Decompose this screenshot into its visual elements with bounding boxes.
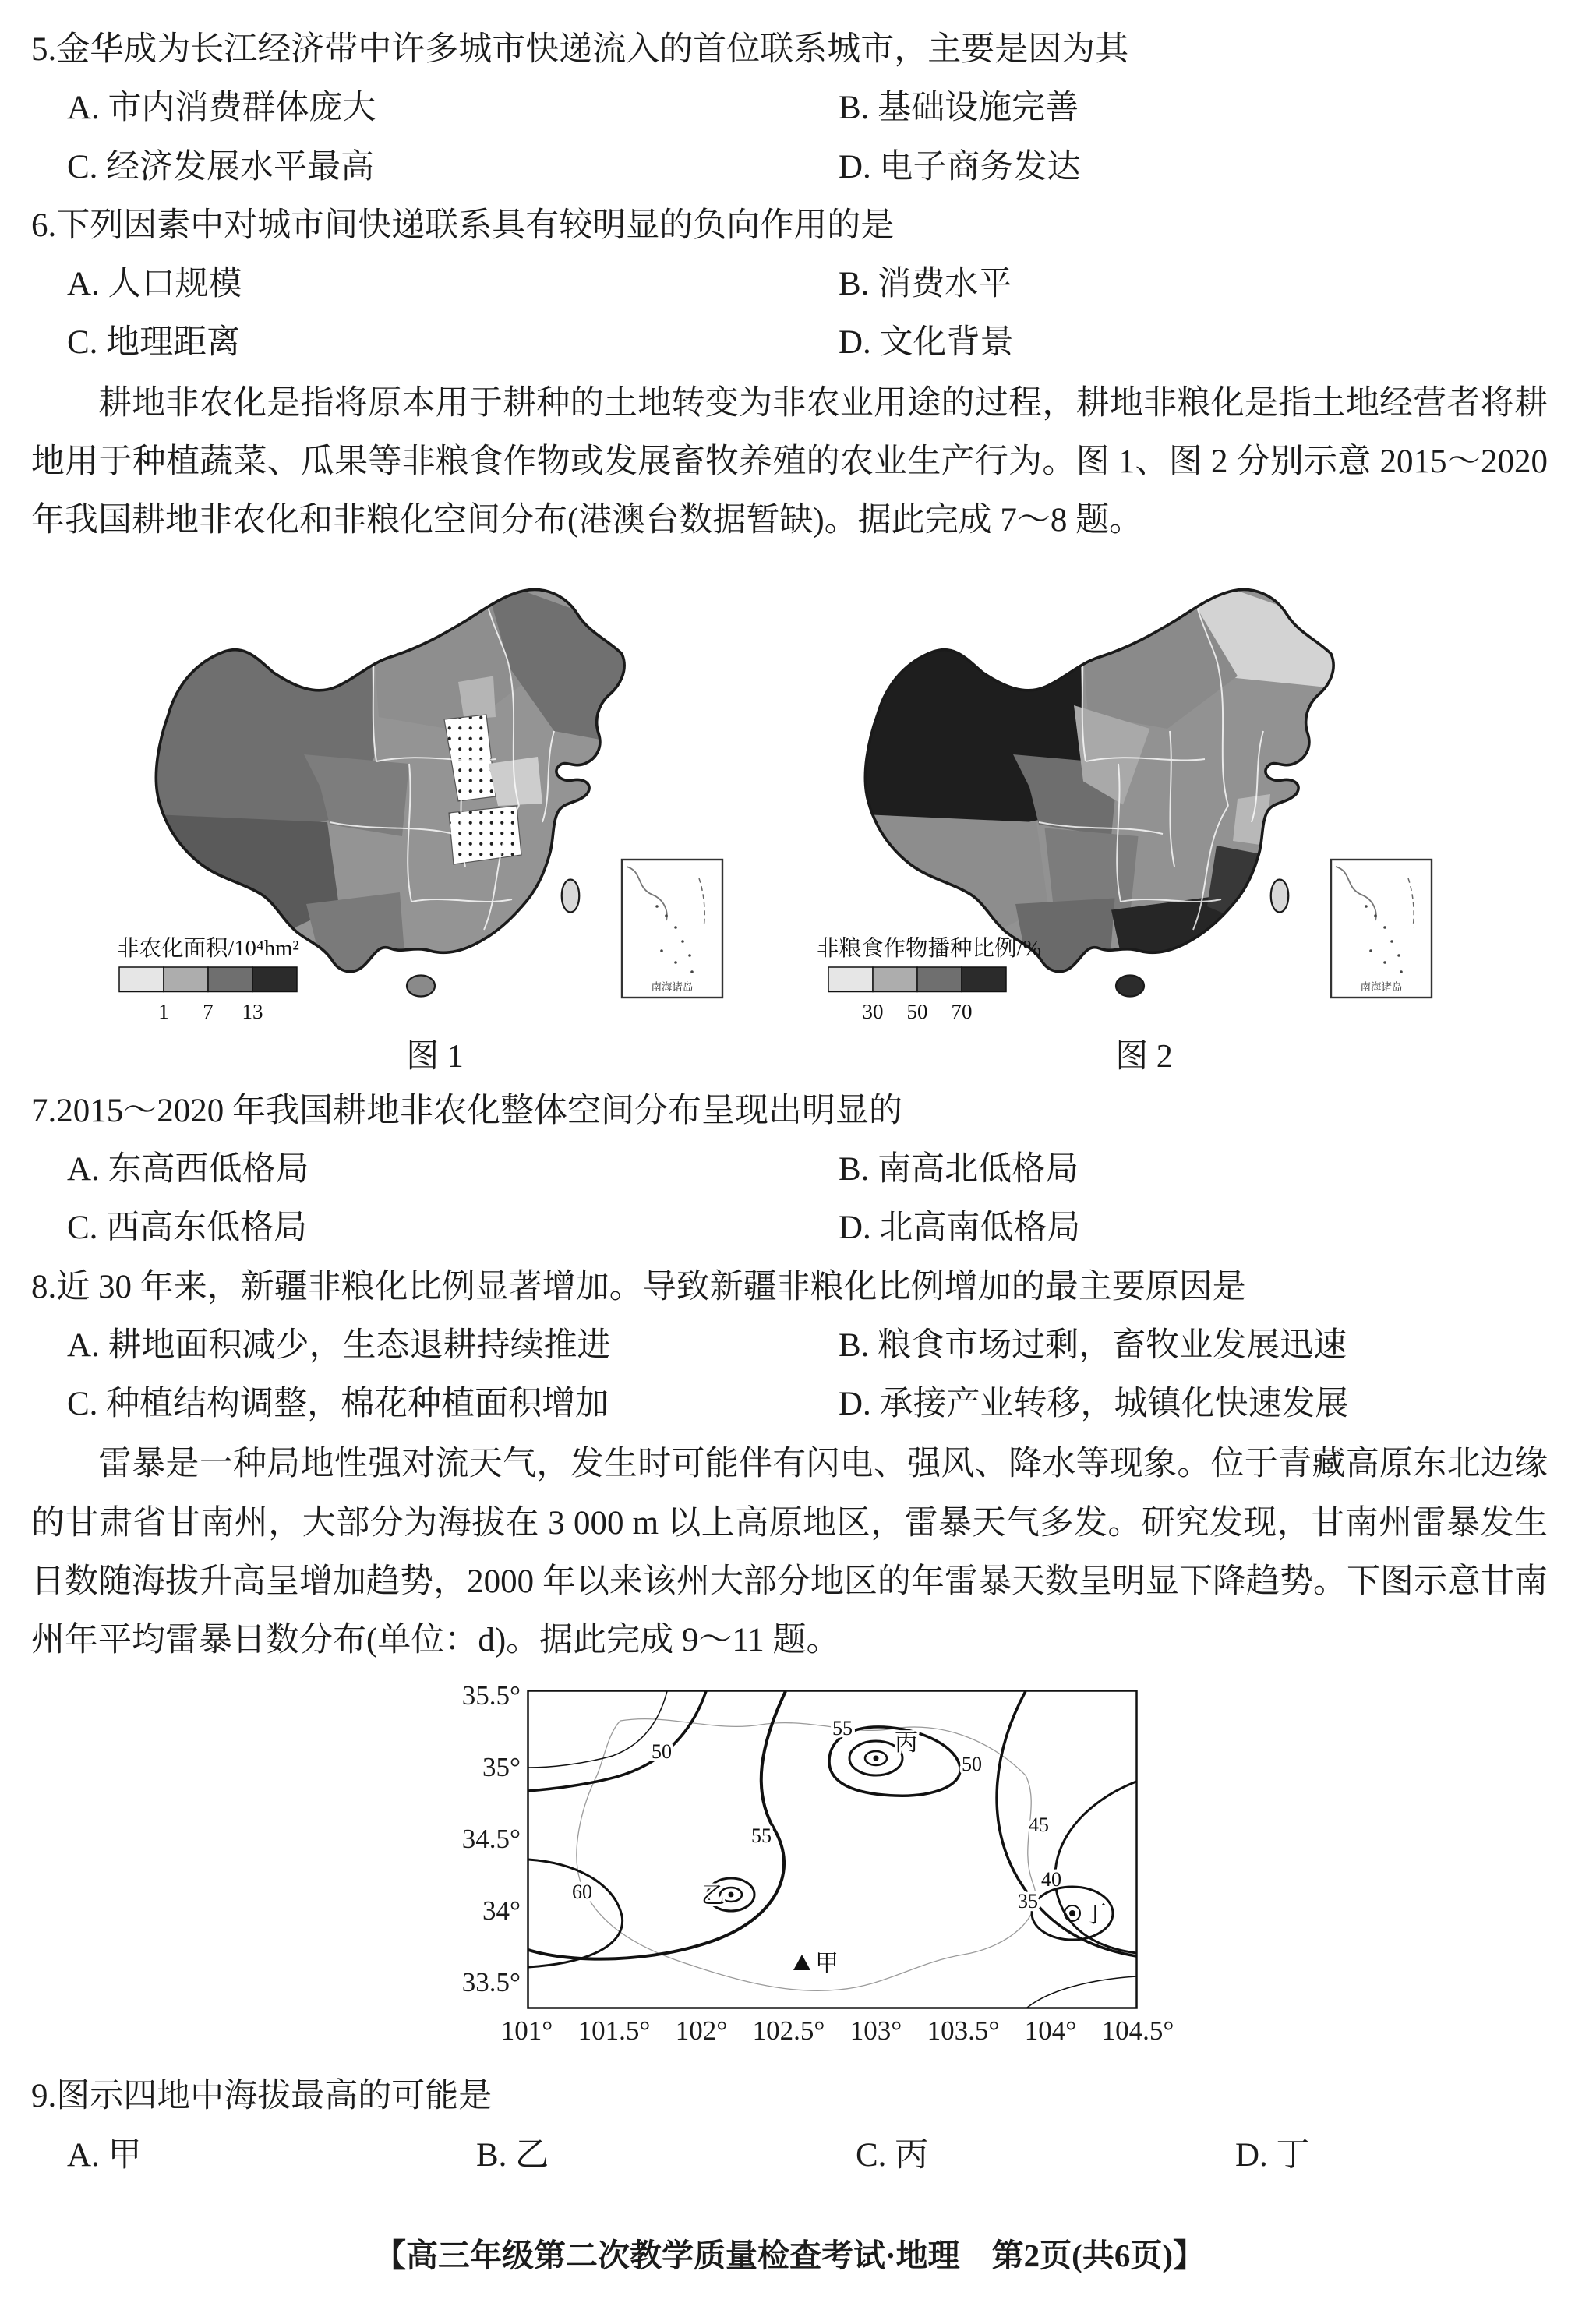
- question-9-stem: [31, 2067, 1548, 2125]
- question-number: 7.: [31, 1092, 57, 1129]
- y-axis-label: 35.5°: [461, 1680, 521, 1711]
- x-axis-label: 103.5°: [927, 2015, 1000, 2047]
- china-map-figure-1: [108, 565, 762, 1079]
- question-text: 2015～2020 年我国耕地非农化整体空间分布呈现出明显的: [56, 1092, 902, 1129]
- legend-tick: 13: [242, 1000, 263, 1024]
- legend-tick: 7: [203, 1000, 214, 1024]
- question-6: [31, 196, 1548, 373]
- y-axis-label: 34.5°: [461, 1824, 521, 1855]
- contour-label-35: 35: [1018, 1890, 1038, 1913]
- x-axis-label: 101°: [500, 2015, 553, 2047]
- x-axis-label: 102.5°: [752, 2015, 825, 2047]
- figure-2-caption: 图 2: [1115, 1039, 1173, 1075]
- question-8-stem: [31, 1258, 1548, 1316]
- china-map-1-nonagriculturalization: [108, 565, 762, 1033]
- option-a: A. 甲: [67, 2136, 142, 2174]
- south-china-sea-inset: [1331, 860, 1432, 998]
- option-c: C. 西高东低格局: [67, 1210, 308, 1247]
- question-7-options: [31, 1140, 1548, 1258]
- legend-tick: 50: [906, 1000, 928, 1024]
- question-9: [31, 2067, 1548, 2184]
- y-axis-label: 34°: [482, 1895, 521, 1927]
- option-d: D. 电子商务发达: [839, 148, 1081, 185]
- hainan-island: [1116, 976, 1144, 997]
- passage-nongfeihua: 耕地非农化是指将原本用于耕种的土地转变为非农业用途的过程，耕地非粮化是指土地经营者将耕地用于种植蔬菜、瓜果等非粮食作物或发展畜牧养殖的农业生产行为。图 1、图 2 分别示意 2015～2020 年我国耕地非农化和非粮化空间分布(港澳台数据暂缺)。据此完成 7～8 题。: [31, 384, 1548, 539]
- contour-label-50b: 50: [962, 1753, 982, 1776]
- question-number: 6.: [31, 207, 57, 244]
- legend-tick: 70: [951, 1000, 973, 1024]
- question-text: 下列因素中对城市间快递联系具有较明显的负向作用的是: [56, 207, 895, 244]
- y-axis-label: 33.5°: [461, 1967, 521, 1998]
- hainan-island: [407, 976, 435, 997]
- contour-label-45: 45: [1029, 1814, 1049, 1837]
- question-number: 9.: [31, 2078, 57, 2115]
- map2-legend: [817, 936, 1041, 1023]
- contour-label-60: 60: [572, 1881, 592, 1904]
- figure-1-caption: 图 1: [406, 1039, 464, 1075]
- contour-label-40: 40: [1041, 1868, 1061, 1891]
- question-5: [31, 20, 1548, 196]
- page-footer: 【高三年级第二次教学质量检查考试·地理 第2页(共6页)】: [374, 2237, 1205, 2273]
- option-b: B. 基础设施完善: [839, 90, 1079, 127]
- inset-label: 南海诸岛: [651, 981, 694, 994]
- option-a: A. 市内消费群体庞大: [67, 90, 376, 127]
- x-axis-label: 101.5°: [577, 2015, 651, 2047]
- legend-tick: 30: [862, 1000, 884, 1024]
- question-text: 图示四地中海拔最高的可能是: [56, 2078, 493, 2115]
- x-axis-label: 103°: [849, 2015, 902, 2047]
- thunderstorm-contour-figure: [441, 1680, 1174, 2062]
- point-bing-label: 丙: [895, 1730, 918, 1757]
- question-text: 近 30 年来，新疆非粮化比例显著增加。导致新疆非粮化比例增加的最主要原因是: [56, 1268, 1246, 1305]
- china-map-2-nongrainization: [817, 565, 1471, 1033]
- map1-legend: [117, 936, 299, 1023]
- option-a: A. 人口规模: [67, 266, 242, 302]
- question-5-stem: [31, 20, 1548, 79]
- question-text: 金华成为长江经济带中许多城市快递流入的首位联系城市，主要是因为其: [56, 31, 1129, 68]
- taiwan-island: [562, 880, 580, 913]
- question-7: [31, 1082, 1548, 1258]
- option-d: D. 丁: [1235, 2136, 1310, 2174]
- option-c: C. 种植结构调整，棉花种植面积增加: [67, 1386, 609, 1423]
- taiwan-island: [1271, 880, 1289, 913]
- question-number: 8.: [31, 1268, 57, 1305]
- inset-label: 南海诸岛: [1360, 981, 1403, 994]
- option-c: C. 地理距离: [67, 324, 241, 362]
- legend-tick: 1: [158, 1000, 169, 1024]
- question-9-options: [31, 2126, 1548, 2184]
- option-b: B. 南高北低格局: [839, 1151, 1079, 1188]
- map2-province-shading: [828, 574, 1357, 977]
- south-china-sea-inset: [622, 860, 722, 998]
- question-5-options: [31, 79, 1548, 196]
- x-axis-label: 104.5°: [1101, 2015, 1174, 2047]
- option-a: A. 东高西低格局: [67, 1151, 309, 1188]
- question-number: 5.: [31, 31, 57, 68]
- option-d: D. 北高南低格局: [839, 1210, 1081, 1247]
- y-axis-label: 35°: [482, 1752, 521, 1783]
- question-6-options: [31, 255, 1548, 373]
- option-a: A. 耕地面积减少，生态退耕持续推进: [67, 1326, 611, 1364]
- china-maps-row: [31, 565, 1548, 1079]
- legend-title: 非粮食作物播种比例/%: [817, 937, 1042, 962]
- point-ding-label: 丁: [1083, 1902, 1107, 1928]
- option-c: C. 丙: [856, 2136, 929, 2174]
- option-b: B. 乙: [476, 2136, 549, 2174]
- option-d: D. 文化背景: [839, 324, 1014, 362]
- point-bing-marker: [874, 1756, 879, 1761]
- map1-province-shading: [119, 577, 645, 974]
- point-yi-label: 乙: [701, 1883, 725, 1909]
- point-ding-marker: [1069, 1910, 1075, 1916]
- contour-label-50: 50: [652, 1740, 672, 1764]
- contour-map: [527, 1690, 1138, 2009]
- option-b: B. 粮食市场过剩，畜牧业发展迅速: [839, 1326, 1347, 1364]
- x-axis-label: 102°: [675, 2015, 728, 2047]
- question-8: [31, 1258, 1548, 1434]
- point-jia-label: 甲: [815, 1951, 839, 1977]
- point-yi-marker: [729, 1892, 734, 1898]
- question-8-options: [31, 1316, 1548, 1434]
- contour-label-55: 55: [751, 1824, 772, 1848]
- x-axis-label: 104°: [1024, 2015, 1077, 2047]
- legend-title: 非农化面积/10⁴hm²: [117, 937, 299, 962]
- question-6-stem: [31, 196, 1548, 255]
- question-7-stem: [31, 1082, 1548, 1140]
- option-d: D. 承接产业转移，城镇化快速发展: [839, 1386, 1349, 1423]
- china-map-figure-2: [817, 565, 1471, 1079]
- option-c: C. 经济发展水平最高: [67, 148, 375, 185]
- contour-label-55b: 55: [832, 1717, 853, 1740]
- option-b: B. 消费水平: [839, 266, 1012, 302]
- passage-thunderstorm: 雷暴是一种局地性强对流天气，发生时可能伴有闪电、强风、降水等现象。位于青藏高原东北边缘的甘肃省甘南州，大部分为海拔在 3 000 m 以上高原地区，雷暴天气多发。研究发现，甘南州雷暴发生日数随海拔升高呈增加趋势，2000 年以来该州大部分地区的年雷暴天数呈明显下降趋势。下图示意甘南州年平均雷暴日数分布(单位：d)。据此完成 9～11 题。: [31, 1446, 1548, 1659]
